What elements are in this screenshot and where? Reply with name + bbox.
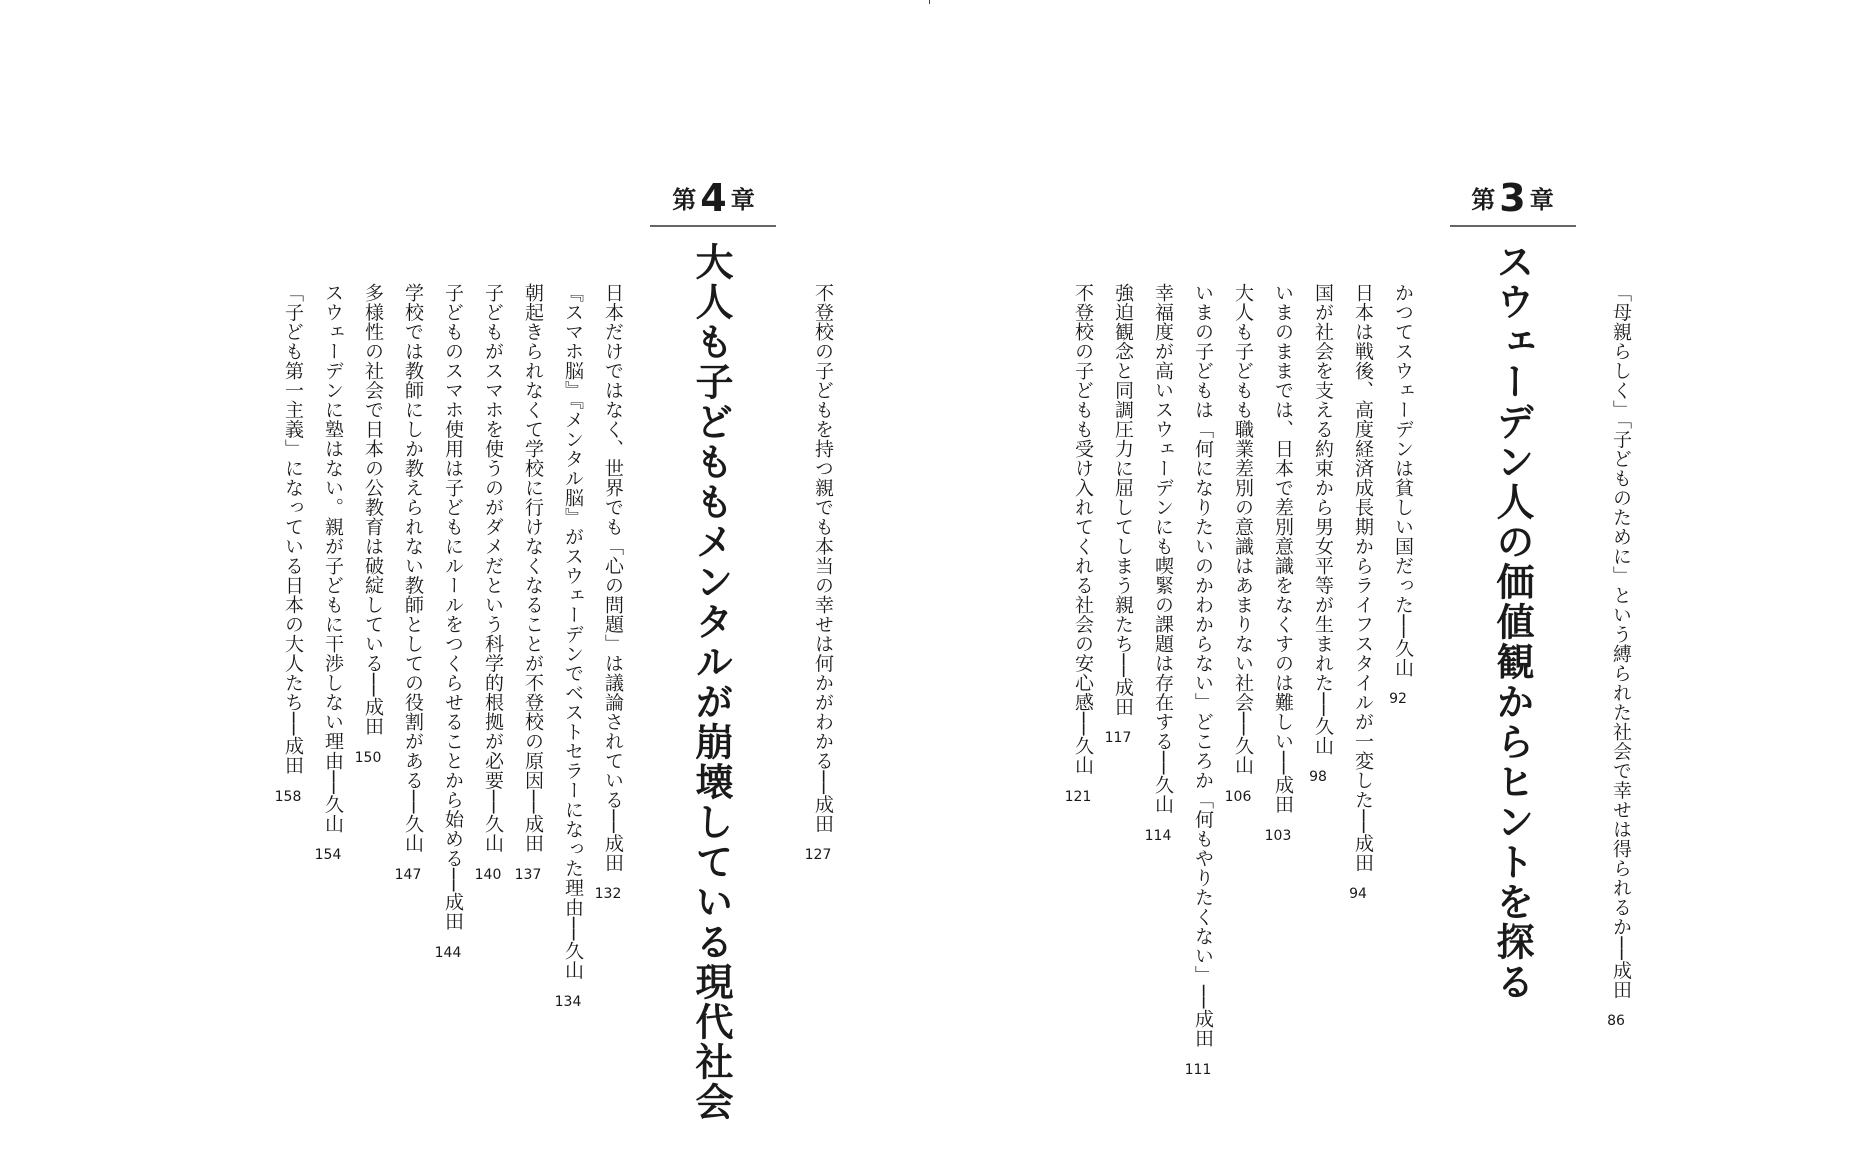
chapter3-title: スウェーデン人の価値観からヒントを探る <box>1490 242 1534 1002</box>
toc-entry-page: 132 <box>594 886 622 903</box>
toc-entry-title: 強迫観念と同調圧力に屈してしまう親たち──成田 <box>1112 283 1134 717</box>
toc-entry-page: 154 <box>314 847 342 864</box>
toc-entry <box>1264 283 1292 1043</box>
toc-entry-title: 幸福度が高いスウェーデンにも喫緊の課題は存在する──久山 <box>1152 283 1174 814</box>
toc-entry-title: 不登校の子どもを持つ親でも本当の幸せは何かがわかる──成田 <box>812 283 834 834</box>
toc-entry-title: 不登校の子どもも受け入れてくれる社会の安心感──久山 <box>1072 283 1094 775</box>
toc-entry <box>1144 283 1172 1043</box>
chapter4-label-number: 4 <box>700 176 728 220</box>
toc-entry <box>804 283 832 1043</box>
toc-entry-title: 朝起きられなくて学校に行けなくなることが不登校の原因──成田 <box>522 283 544 853</box>
toc-entry <box>554 283 582 1043</box>
toc-entry-page: 94 <box>1349 886 1367 903</box>
toc-entry-page: 144 <box>434 944 462 961</box>
toc-entry-page: 106 <box>1224 788 1252 805</box>
chapter4-label-suffix: 章 <box>730 186 756 214</box>
toc-entry-title: 日本は戦後、高度経済成長期からライフスタイルが一変した──成田 <box>1352 283 1374 873</box>
toc-entry-page: 127 <box>804 847 832 864</box>
chapter3-label-prefix: 第 <box>1471 186 1497 214</box>
chapter4-rule <box>650 225 776 227</box>
chapter4-label-prefix: 第 <box>672 186 698 214</box>
toc-entry-page: 103 <box>1264 827 1292 844</box>
toc-entry-page: 150 <box>354 749 382 766</box>
toc-entry <box>314 283 342 1043</box>
toc-entry <box>1064 283 1092 1043</box>
toc-entry <box>1224 283 1252 1043</box>
toc-entry <box>1602 283 1630 1043</box>
toc-entry-title: 多様性の社会で日本の公教育は破綻している──成田 <box>362 283 384 736</box>
crop-mark <box>929 0 930 4</box>
toc-entry-page: 134 <box>554 993 582 1010</box>
toc-entry <box>1304 283 1332 1043</box>
toc-entry-title: スウェーデンに塾はない。親が子どもに干渉しない理由──久山 <box>322 283 344 834</box>
chapter3-label-number: 3 <box>1499 176 1527 220</box>
toc-entry <box>474 283 502 1043</box>
toc-entry <box>1344 283 1372 1043</box>
toc-entry-page: 158 <box>274 788 302 805</box>
toc-entry-page: 92 <box>1389 691 1407 708</box>
toc-entry-title: 『スマホ脳』『メンタル脳』がスウェーデンでベストセラーになった理由──久山 <box>562 283 584 980</box>
toc-entry <box>1384 283 1412 1043</box>
toc-entry-title: 子どもがスマホを使うのがダメだという科学的根拠が必要──久山 <box>482 283 504 853</box>
toc-entry-title: 「子ども第一主義」になっている日本の大人たち──成田 <box>282 283 304 775</box>
toc-entry-title: 子どものスマホ使用は子どもにルールをつくらせることから始める──成田 <box>442 283 464 931</box>
toc-entry <box>1104 283 1132 1043</box>
toc-entry-page: 137 <box>514 866 542 883</box>
toc-entry-page: 114 <box>1144 827 1172 844</box>
toc-entry-page: 111 <box>1184 1061 1212 1078</box>
toc-entry-title: いまのままでは、日本で差別意識をなくすのは難しい──成田 <box>1272 283 1294 814</box>
chapter3-label <box>1443 176 1583 220</box>
toc-entry-page: 86 <box>1607 1013 1625 1030</box>
toc-entry-title: かつてスウェーデンは貧しい国だった──久山 <box>1392 283 1414 678</box>
chapter3-label-suffix: 章 <box>1529 186 1555 214</box>
toc-entry-page: 140 <box>474 866 502 883</box>
chapter3-rule <box>1450 225 1576 227</box>
toc-entry <box>394 283 422 1043</box>
toc-entry-title: 日本だけではなく、世界でも「心の問題」は議論されている──成田 <box>602 283 624 873</box>
toc-entry-page: 98 <box>1309 769 1327 786</box>
toc-entry <box>514 283 542 1043</box>
toc-entry <box>354 283 382 1043</box>
toc-entry-title: 国が社会を支える約束から男女平等が生まれた──久山 <box>1312 283 1334 756</box>
toc-entry <box>594 283 622 1043</box>
toc-entry <box>434 283 462 1043</box>
toc-entry-title: 「母親らしく」「子どものために」という縛られた社会で幸せは得られるか──成田 <box>1610 283 1632 1000</box>
toc-entry-title: いまの子どもは「何になりたいのかわからない」どころか「何もやりたくない」──成田 <box>1192 283 1214 1048</box>
chapter4-title: 大人も子どももメンタルが崩壊している現代社会 <box>689 242 733 1122</box>
toc-entry <box>274 283 302 1043</box>
toc-entry-page: 147 <box>394 866 422 883</box>
chapter4-label <box>644 176 784 220</box>
toc-entry <box>1184 283 1214 1078</box>
toc-entry-page: 121 <box>1064 788 1092 805</box>
toc-entry-title: 学校では教師にしか教えられない教師としての役割がある──久山 <box>402 283 424 853</box>
toc-entry-title: 大人も子どもも職業差別の意識はあまりない社会──久山 <box>1232 283 1254 775</box>
toc-entry-page: 117 <box>1104 730 1132 747</box>
